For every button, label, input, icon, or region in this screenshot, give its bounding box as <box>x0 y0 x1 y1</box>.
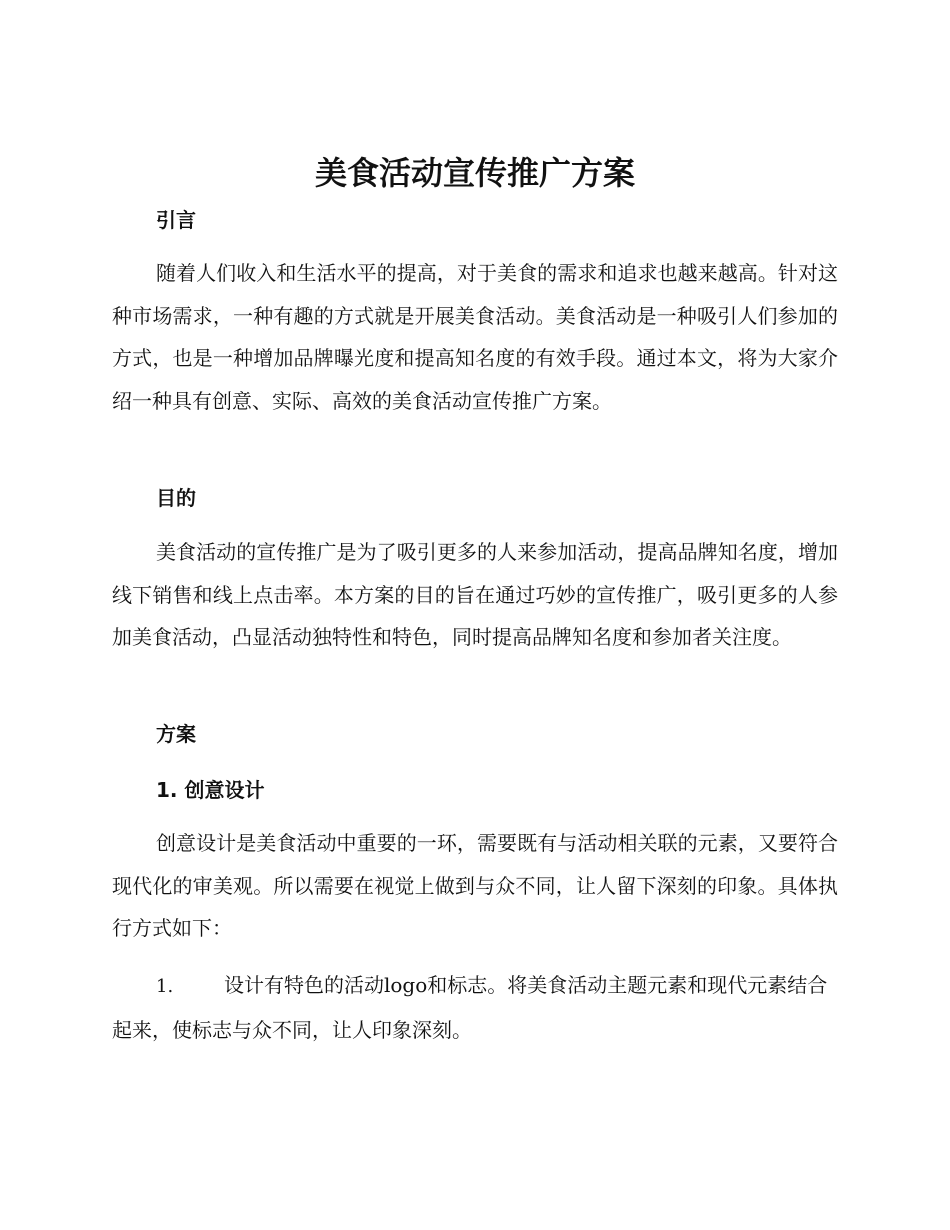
creative-design-paragraph: 创意设计是美食活动中重要的一环，需要既有与活动相关联的元素，又要符合现代化的审美观。所以需要在视觉上做到与众不同，让人留下深刻的印象。具体执行方式如下： <box>112 831 838 940</box>
list-item-text: 设计有特色的活动logo和标志。将美食活动主题元素和现代元素结合起来，使标志与众不同，让人印象深刻。 <box>112 973 828 1042</box>
purpose-paragraph: 美食活动的宣传推广是为了吸引更多的人来参加活动，提高品牌知名度，增加线下销售和线上点击率。本方案的目的旨在通过巧妙的宣传推广，吸引更多的人参加美食活动，凸显活动独特性和特色，同时提高品牌知名度和参加者关注度。 <box>112 540 838 649</box>
list-item-number: 1. <box>156 976 174 997</box>
plan-heading: 方案 <box>156 722 196 746</box>
list-item <box>112 964 838 1051</box>
creative-design-heading: 1. 创意设计 <box>156 778 265 802</box>
purpose-heading: 目的 <box>156 486 196 510</box>
intro-paragraph: 随着人们收入和生活水平的提高，对于美食的需求和追求也越来越高。针对这种市场需求，一种有趣的方式就是开展美食活动。美食活动是一种吸引人们参加的方式，也是一种增加品牌曝光度和提高知名度的有效手段。通过本文，将为大家介绍一种具有创意、实际、高效的美食活动宣传推广方案。 <box>112 261 838 413</box>
document-title: 美食活动宣传推广方案 <box>314 154 635 192</box>
intro-heading: 引言 <box>156 208 196 232</box>
